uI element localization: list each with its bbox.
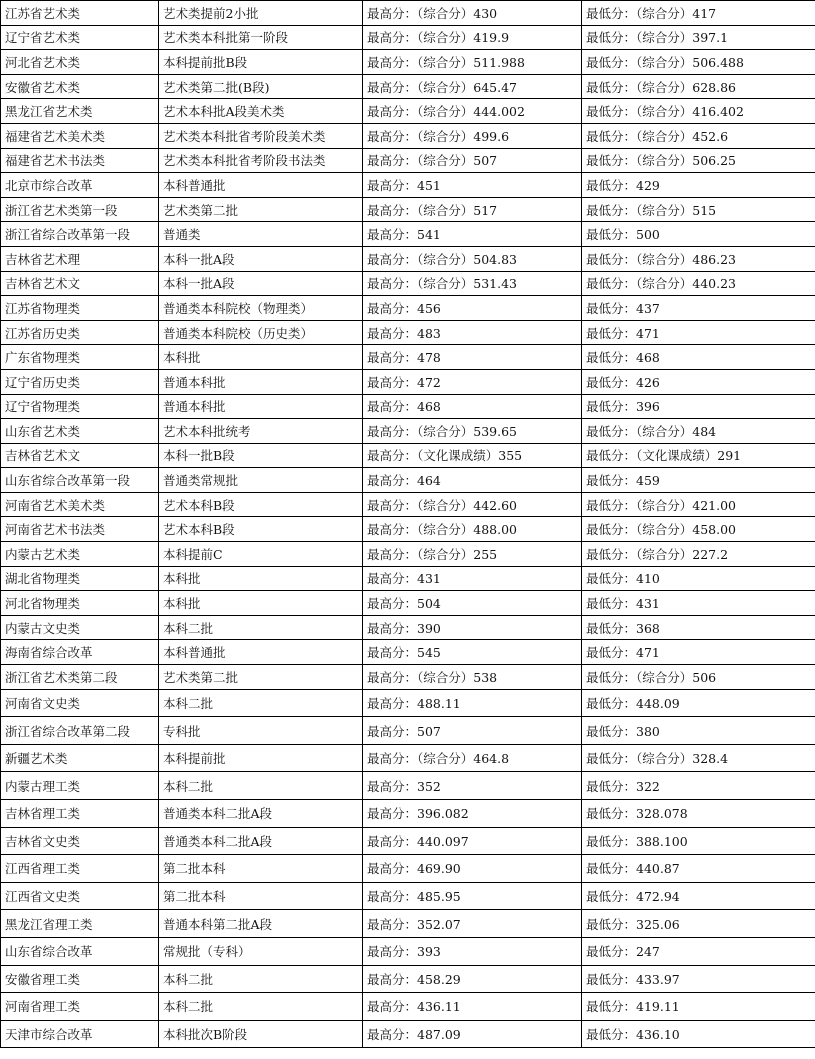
min-score-cell: 最低分：325.06 xyxy=(582,910,815,938)
region-category-cell: 河南省文史类 xyxy=(1,689,159,717)
batch-cell: 普通类本科二批A段 xyxy=(159,800,363,828)
table-row xyxy=(1,492,815,517)
max-score-cell: 最高分：458.29 xyxy=(363,965,582,993)
max-score-cell: 最高分：（综合分）488.00 xyxy=(363,517,582,542)
min-score-cell: 最低分：429 xyxy=(582,173,815,198)
min-score-cell: 最低分：（综合分）417 xyxy=(582,1,815,26)
min-score-cell: 最低分：（综合分）421.00 xyxy=(582,492,815,517)
min-score-cell: 最低分：（综合分）506.25 xyxy=(582,148,815,173)
max-score-cell: 最高分：468 xyxy=(363,394,582,419)
max-score-cell: 最高分：（综合分）499.6 xyxy=(363,123,582,148)
batch-cell: 艺术类本科批省考阶段美术类 xyxy=(159,123,363,148)
region-category-cell: 吉林省文史类 xyxy=(1,827,159,855)
region-category-cell: 安徽省艺术类 xyxy=(1,74,159,99)
batch-cell: 专科批 xyxy=(159,717,363,745)
batch-cell: 艺术本科B段 xyxy=(159,492,363,517)
region-category-cell: 内蒙古理工类 xyxy=(1,772,159,800)
min-score-cell: 最低分：440.87 xyxy=(582,855,815,883)
min-score-cell: 最低分：471 xyxy=(582,640,815,665)
region-category-cell: 河北省物理类 xyxy=(1,591,159,616)
min-score-cell: 最低分：431 xyxy=(582,591,815,616)
min-score-cell: 最低分：380 xyxy=(582,717,815,745)
max-score-cell: 最高分：487.09 xyxy=(363,1020,582,1048)
region-category-cell: 浙江省综合改革第二段 xyxy=(1,717,159,745)
max-score-cell: 最高分：488.11 xyxy=(363,689,582,717)
max-score-cell: 最高分：（综合分）507 xyxy=(363,148,582,173)
max-score-cell: 最高分：478 xyxy=(363,345,582,370)
table-row xyxy=(1,148,815,173)
batch-cell: 艺术本科B段 xyxy=(159,517,363,542)
max-score-cell: 最高分：431 xyxy=(363,566,582,591)
table-row xyxy=(1,369,815,394)
max-score-cell: 最高分：464 xyxy=(363,468,582,493)
max-score-cell: 最高分：352.07 xyxy=(363,910,582,938)
batch-cell: 艺术类本科批省考阶段书法类 xyxy=(159,148,363,173)
table-row xyxy=(1,394,815,419)
max-score-cell: 最高分：（综合分）442.60 xyxy=(363,492,582,517)
batch-cell: 本科二批 xyxy=(159,615,363,640)
region-category-cell: 河南省理工类 xyxy=(1,993,159,1021)
max-score-cell: 最高分：（综合分）517 xyxy=(363,197,582,222)
table-row xyxy=(1,665,815,690)
batch-cell: 本科提前批 xyxy=(159,744,363,772)
batch-cell: 本科二批 xyxy=(159,689,363,717)
batch-cell: 本科一批A段 xyxy=(159,271,363,296)
max-score-cell: 最高分：（综合分）531.43 xyxy=(363,271,582,296)
max-score-cell: 最高分：485.95 xyxy=(363,882,582,910)
batch-cell: 普通本科批 xyxy=(159,394,363,419)
batch-cell: 本科提前C xyxy=(159,542,363,567)
table-row xyxy=(1,517,815,542)
batch-cell: 艺术本科批统考 xyxy=(159,419,363,444)
min-score-cell: 最低分：（综合分）440.23 xyxy=(582,271,815,296)
region-category-cell: 内蒙古艺术类 xyxy=(1,542,159,567)
table-row xyxy=(1,50,815,75)
table-row xyxy=(1,640,815,665)
max-score-cell: 最高分：545 xyxy=(363,640,582,665)
max-score-cell: 最高分：469.90 xyxy=(363,855,582,883)
batch-cell: 本科批 xyxy=(159,566,363,591)
min-score-cell: 最低分：247 xyxy=(582,937,815,965)
region-category-cell: 黑龙江省理工类 xyxy=(1,910,159,938)
table-row xyxy=(1,320,815,345)
batch-cell: 本科一批A段 xyxy=(159,246,363,271)
region-category-cell: 山东省综合改革 xyxy=(1,937,159,965)
region-category-cell: 河北省艺术类 xyxy=(1,50,159,75)
max-score-cell: 最高分：（综合分）464.8 xyxy=(363,744,582,772)
batch-cell: 艺术类第二批 xyxy=(159,197,363,222)
region-category-cell: 湖北省物理类 xyxy=(1,566,159,591)
table-row xyxy=(1,855,815,883)
region-category-cell: 海南省综合改革 xyxy=(1,640,159,665)
min-score-cell: 最低分：（综合分）458.00 xyxy=(582,517,815,542)
region-category-cell: 新疆艺术类 xyxy=(1,744,159,772)
table-row xyxy=(1,197,815,222)
region-category-cell: 辽宁省历史类 xyxy=(1,369,159,394)
table-row xyxy=(1,542,815,567)
table-row xyxy=(1,173,815,198)
batch-cell: 艺术类提前2小批 xyxy=(159,1,363,26)
min-score-cell: 最低分：396 xyxy=(582,394,815,419)
max-score-cell: 最高分：436.11 xyxy=(363,993,582,1021)
min-score-cell: 最低分：（综合分）484 xyxy=(582,419,815,444)
region-category-cell: 浙江省艺术类第二段 xyxy=(1,665,159,690)
table-row xyxy=(1,246,815,271)
region-category-cell: 江苏省艺术类 xyxy=(1,1,159,26)
min-score-cell: 最低分：（综合分）628.86 xyxy=(582,74,815,99)
table-row xyxy=(1,468,815,493)
max-score-cell: 最高分：390 xyxy=(363,615,582,640)
table-row xyxy=(1,772,815,800)
min-score-cell: 最低分：433.97 xyxy=(582,965,815,993)
max-score-cell: 最高分：（综合分）419.9 xyxy=(363,25,582,50)
batch-cell: 普通类 xyxy=(159,222,363,247)
batch-cell: 本科普通批 xyxy=(159,173,363,198)
table-row xyxy=(1,345,815,370)
batch-cell: 艺术本科批A段美术类 xyxy=(159,99,363,124)
batch-cell: 普通类本科二批A段 xyxy=(159,827,363,855)
region-category-cell: 江西省理工类 xyxy=(1,855,159,883)
min-score-cell: 最低分：448.09 xyxy=(582,689,815,717)
max-score-cell: 最高分：（综合分）430 xyxy=(363,1,582,26)
table-row xyxy=(1,1020,815,1048)
table-row xyxy=(1,419,815,444)
table-row xyxy=(1,271,815,296)
min-score-cell: 最低分：459 xyxy=(582,468,815,493)
max-score-cell: 最高分：（综合分）538 xyxy=(363,665,582,690)
batch-cell: 本科批次B阶段 xyxy=(159,1020,363,1048)
batch-cell: 本科二批 xyxy=(159,772,363,800)
max-score-cell: 最高分：（综合分）511.988 xyxy=(363,50,582,75)
min-score-cell: 最低分：472.94 xyxy=(582,882,815,910)
batch-cell: 本科普通批 xyxy=(159,640,363,665)
region-category-cell: 山东省艺术类 xyxy=(1,419,159,444)
region-category-cell: 河南省艺术美术类 xyxy=(1,492,159,517)
max-score-cell: 最高分：451 xyxy=(363,173,582,198)
region-category-cell: 广东省物理类 xyxy=(1,345,159,370)
table-row xyxy=(1,937,815,965)
min-score-cell: 最低分：388.100 xyxy=(582,827,815,855)
region-category-cell: 河南省艺术书法类 xyxy=(1,517,159,542)
region-category-cell: 江苏省物理类 xyxy=(1,296,159,321)
max-score-cell: 最高分：（综合分）539.65 xyxy=(363,419,582,444)
max-score-cell: 最高分：456 xyxy=(363,296,582,321)
table-row xyxy=(1,965,815,993)
min-score-cell: 最低分：322 xyxy=(582,772,815,800)
region-category-cell: 福建省艺术美术类 xyxy=(1,123,159,148)
max-score-cell: 最高分：541 xyxy=(363,222,582,247)
max-score-cell: 最高分：483 xyxy=(363,320,582,345)
table-row xyxy=(1,615,815,640)
table-row xyxy=(1,591,815,616)
batch-cell: 普通类本科院校（历史类） xyxy=(159,320,363,345)
min-score-cell: 最低分：（综合分）506.488 xyxy=(582,50,815,75)
region-category-cell: 北京市综合改革 xyxy=(1,173,159,198)
max-score-cell: 最高分：（综合分）504.83 xyxy=(363,246,582,271)
region-category-cell: 吉林省艺术文 xyxy=(1,271,159,296)
max-score-cell: 最高分：440.097 xyxy=(363,827,582,855)
batch-cell: 第二批本科 xyxy=(159,882,363,910)
max-score-cell: 最高分：（文化课成绩）355 xyxy=(363,443,582,468)
table-row xyxy=(1,123,815,148)
region-category-cell: 浙江省综合改革第一段 xyxy=(1,222,159,247)
region-category-cell: 安徽省理工类 xyxy=(1,965,159,993)
region-category-cell: 山东省综合改革第一段 xyxy=(1,468,159,493)
min-score-cell: 最低分：（综合分）227.2 xyxy=(582,542,815,567)
region-category-cell: 辽宁省艺术类 xyxy=(1,25,159,50)
batch-cell: 第二批本科 xyxy=(159,855,363,883)
batch-cell: 艺术类本科批第一阶段 xyxy=(159,25,363,50)
table-row xyxy=(1,689,815,717)
batch-cell: 普通本科第二批A段 xyxy=(159,910,363,938)
min-score-cell: 最低分：（综合分）515 xyxy=(582,197,815,222)
table-row xyxy=(1,25,815,50)
batch-cell: 普通类常规批 xyxy=(159,468,363,493)
table-row xyxy=(1,993,815,1021)
min-score-cell: 最低分：368 xyxy=(582,615,815,640)
min-score-cell: 最低分：（综合分）397.1 xyxy=(582,25,815,50)
min-score-cell: 最低分：（综合分）506 xyxy=(582,665,815,690)
max-score-cell: 最高分：（综合分）444.002 xyxy=(363,99,582,124)
region-category-cell: 天津市综合改革 xyxy=(1,1020,159,1048)
max-score-cell: 最高分：507 xyxy=(363,717,582,745)
min-score-cell: 最低分：（综合分）486.23 xyxy=(582,246,815,271)
table-row xyxy=(1,827,815,855)
min-score-cell: 最低分：419.11 xyxy=(582,993,815,1021)
batch-cell: 普通类本科院校（物理类） xyxy=(159,296,363,321)
min-score-cell: 最低分：（综合分）416.402 xyxy=(582,99,815,124)
batch-cell: 艺术类第二批 xyxy=(159,665,363,690)
min-score-cell: 最低分：437 xyxy=(582,296,815,321)
min-score-cell: 最低分：426 xyxy=(582,369,815,394)
region-category-cell: 吉林省艺术文 xyxy=(1,443,159,468)
max-score-cell: 最高分：（综合分）645.47 xyxy=(363,74,582,99)
max-score-cell: 最高分：393 xyxy=(363,937,582,965)
batch-cell: 艺术类第二批(B段) xyxy=(159,74,363,99)
min-score-cell: 最低分：（综合分）328.4 xyxy=(582,744,815,772)
region-category-cell: 辽宁省物理类 xyxy=(1,394,159,419)
region-category-cell: 江苏省历史类 xyxy=(1,320,159,345)
max-score-cell: 最高分：352 xyxy=(363,772,582,800)
min-score-cell: 最低分：500 xyxy=(582,222,815,247)
min-score-cell: 最低分：436.10 xyxy=(582,1020,815,1048)
batch-cell: 本科二批 xyxy=(159,993,363,1021)
table-row xyxy=(1,882,815,910)
max-score-cell: 最高分：（综合分）255 xyxy=(363,542,582,567)
max-score-cell: 最高分：472 xyxy=(363,369,582,394)
max-score-cell: 最高分：504 xyxy=(363,591,582,616)
min-score-cell: 最低分：（综合分）452.6 xyxy=(582,123,815,148)
table-row xyxy=(1,566,815,591)
table-body xyxy=(1,1,815,1048)
batch-cell: 本科一批B段 xyxy=(159,443,363,468)
table-row xyxy=(1,296,815,321)
table-row xyxy=(1,443,815,468)
min-score-cell: 最低分：468 xyxy=(582,345,815,370)
table-row xyxy=(1,1,815,26)
table-row xyxy=(1,717,815,745)
min-score-cell: 最低分：410 xyxy=(582,566,815,591)
batch-cell: 本科提前批B段 xyxy=(159,50,363,75)
region-category-cell: 吉林省理工类 xyxy=(1,800,159,828)
batch-cell: 本科批 xyxy=(159,345,363,370)
region-category-cell: 内蒙古文史类 xyxy=(1,615,159,640)
min-score-cell: 最低分：（文化课成绩）291 xyxy=(582,443,815,468)
region-category-cell: 福建省艺术书法类 xyxy=(1,148,159,173)
batch-cell: 普通本科批 xyxy=(159,369,363,394)
table-row xyxy=(1,74,815,99)
region-category-cell: 浙江省艺术类第一段 xyxy=(1,197,159,222)
table-row xyxy=(1,910,815,938)
batch-cell: 本科批 xyxy=(159,591,363,616)
table-row xyxy=(1,99,815,124)
batch-cell: 常规批（专科） xyxy=(159,937,363,965)
min-score-cell: 最低分：328.078 xyxy=(582,800,815,828)
batch-cell: 本科二批 xyxy=(159,965,363,993)
table-row xyxy=(1,744,815,772)
max-score-cell: 最高分：396.082 xyxy=(363,800,582,828)
min-score-cell: 最低分：471 xyxy=(582,320,815,345)
region-category-cell: 黑龙江省艺术类 xyxy=(1,99,159,124)
region-category-cell: 吉林省艺术理 xyxy=(1,246,159,271)
region-category-cell: 江西省文史类 xyxy=(1,882,159,910)
table-row xyxy=(1,800,815,828)
table-row xyxy=(1,222,815,247)
